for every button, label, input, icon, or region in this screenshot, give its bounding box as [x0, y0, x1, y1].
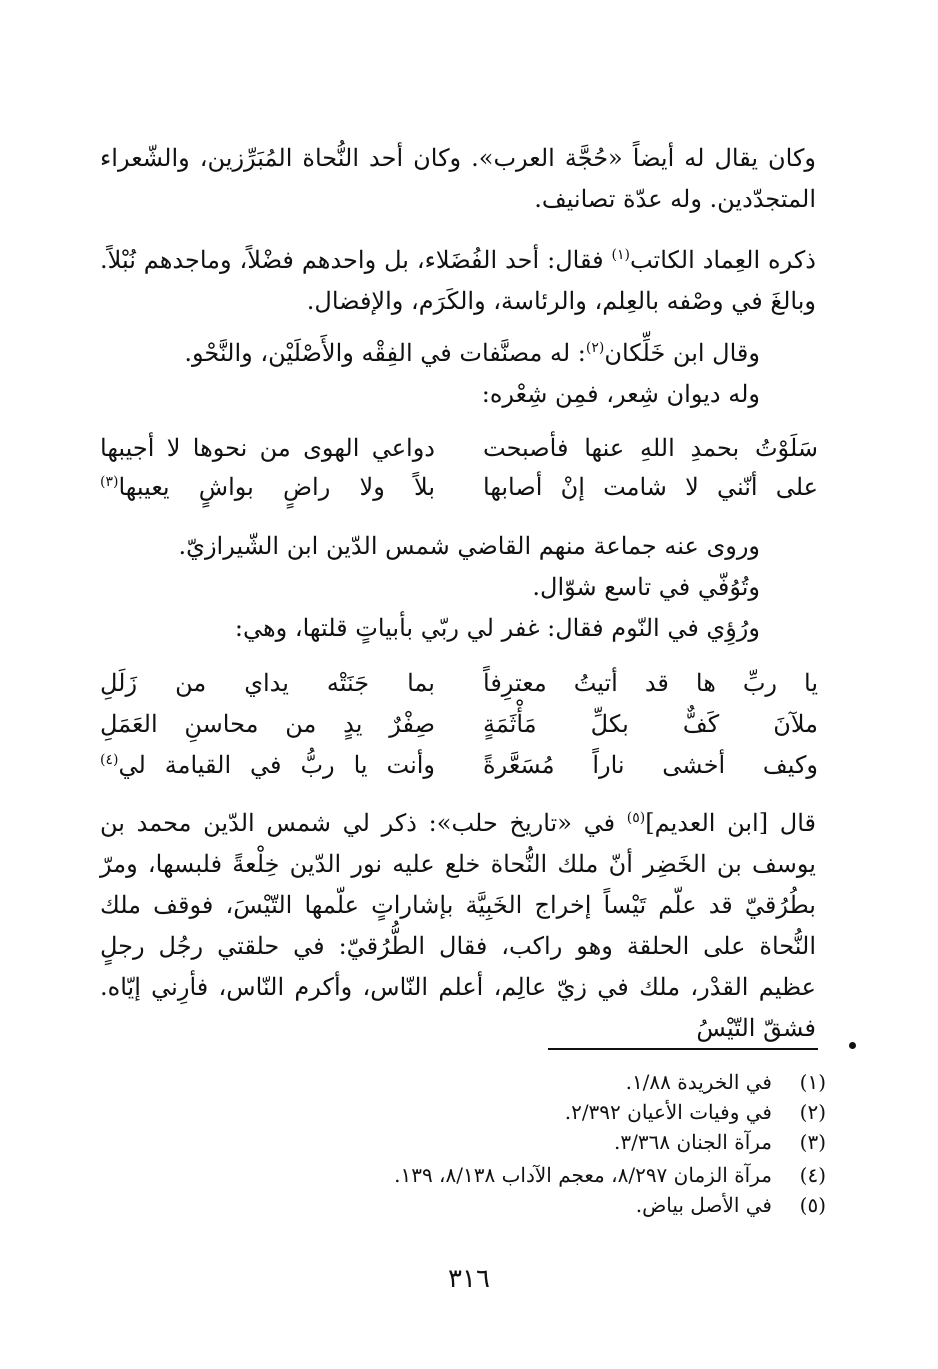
footnote-number: (٥) [799, 1193, 826, 1217]
paragraph-6: وتُوُفّي في تاسع شوّال. [532, 573, 760, 601]
verse-second-hemistich [100, 745, 435, 786]
paragraph-2 [100, 240, 816, 322]
footnote [206, 1190, 826, 1220]
paragraph-7: ورُؤِي في النّوم فقال: غفر لي ربّي بأبياتٍ قلتها، وهي: [234, 614, 760, 642]
paragraph-2-start: ذكره العِماد الكاتب [629, 246, 816, 274]
paragraph-4: وله ديوان شِعر، فمِن شِعْره: [481, 380, 760, 408]
footnote-number: (٤) [799, 1163, 826, 1187]
footnote-separator [548, 1048, 818, 1050]
footnote [206, 1067, 826, 1097]
verse-first-hemistich: يا ربِّ ها قد أتيتُ معترِفاً [483, 669, 818, 697]
poem-2-verse [100, 663, 818, 704]
paragraph-3-start: وقال ابن خَلِّكان [604, 339, 760, 367]
paragraph-3-rest: : له مصنَّفات في الفِقْه والأَصْلَيْن، والنَّحْو. [184, 339, 586, 367]
verse-first-hemistich: ملآنَ كَفٌّ بكلِّ مَأْثَمَةٍ [483, 710, 818, 738]
footnote [206, 1160, 826, 1190]
poem-1-verse [100, 428, 818, 469]
margin-dot [849, 1042, 856, 1049]
footnote-mark-2: (٢) [585, 340, 605, 356]
verse-second-hemistich [100, 467, 435, 508]
verse-text: بلاً ولا راضٍ بواشٍ يعيبها [118, 473, 435, 501]
footnote [206, 1097, 826, 1127]
poem-1-verse [100, 467, 818, 508]
paragraph-8 [100, 803, 816, 1049]
page-number: ٣١٦ [448, 1264, 490, 1294]
footnote-text: مرآة الجنان ٣/٣٦٨. [614, 1130, 772, 1154]
paragraph-2-rest: فقال: أحد الفُضَلاء، بل واحدهم فضْلاً، وماجدهم نُبْلاً. وبالغَ في وصْفه بالعِلم، والرئاسة، والكَرَم، والإفضال. [100, 246, 816, 315]
footnote-mark-1: (١) [611, 247, 630, 263]
poem-2-verse [100, 704, 818, 745]
verse-second-hemistich: صِفْرٌ يدٍ من محاسنِ العَمَلِ [100, 710, 435, 738]
paragraph-5: وروى عنه جماعة منهم القاضي شمس الدّين ابن الشّيرازيّ. [178, 532, 760, 560]
footnote-mark-5: (٥) [626, 810, 646, 826]
footnote [206, 1127, 826, 1157]
paragraph-8-rest: في «تاريخ حلب»: ذكر لي شمس الدّين محمد بن يوسف بن الخَضِر أنّ ملك النُّحاة خلع عليه نور الدّين خِلْعةً فلبسها، ومرّ بطُرُقيّ قد علّم تَيْساً إخراج الخَبِيَّة بإشاراتٍ علّمها التّيْسَ، فوقف ملك النُّحاة على الحلقة وهو راكب، فقال الطُّرُقيّ: في حلقتي رجُل رجلٍ عظيم القدْر، ملك في زيّ عالِم، أعلم النّاس، وأكرم النّاس، فأرِني إيّاه. فشقّ التّيْسُ [100, 809, 816, 1042]
verse-first-hemistich: على أنّني لا شامت إنْ أصابها [483, 473, 818, 501]
footnote-number: (٣) [799, 1130, 826, 1154]
footnote-number: (١) [799, 1070, 826, 1094]
footnote-mark-3: (٣) [100, 474, 119, 490]
paragraph-3 [184, 333, 760, 374]
verse-second-hemistich: دواعي الهوى من نحوها لا أجيبها [100, 434, 435, 462]
poem-2-verse [100, 745, 818, 786]
footnote-text: مرآة الزمان ٨/٢٩٧، معجم الآداب ٨/١٣٨، ١٣٩. [394, 1163, 772, 1187]
verse-text: وأنت يا ربُّ في القيامة لي [118, 751, 435, 779]
footnote-text: في وفيات الأعيان ٢/٣٩٢. [564, 1100, 772, 1124]
verse-first-hemistich: سَلَوْتُ بحمدِ اللهِ عنها فأصبحت [483, 434, 818, 462]
footnote-number: (٢) [799, 1100, 826, 1124]
footnote-text: في الأصل بياض. [635, 1193, 772, 1217]
footnote-mark-4: (٤) [100, 752, 119, 768]
paragraph-8-start: قال [ابن العديم] [645, 809, 816, 837]
verse-first-hemistich: وكيف أخشى ناراً مُسَعَّرةً [483, 751, 818, 779]
verse-second-hemistich: بما جَنَتْه يداي من زَلَلِ [100, 669, 435, 697]
footnote-text: في الخريدة ١/٨٨. [625, 1070, 772, 1094]
paragraph-1: وكان يقال له أيضاً «حُجَّة العرب». وكان أحد النُّحاة المُبَرِّزين، والشّعراء المتجدّدين. وله عدّة تصانيف. [100, 144, 816, 213]
